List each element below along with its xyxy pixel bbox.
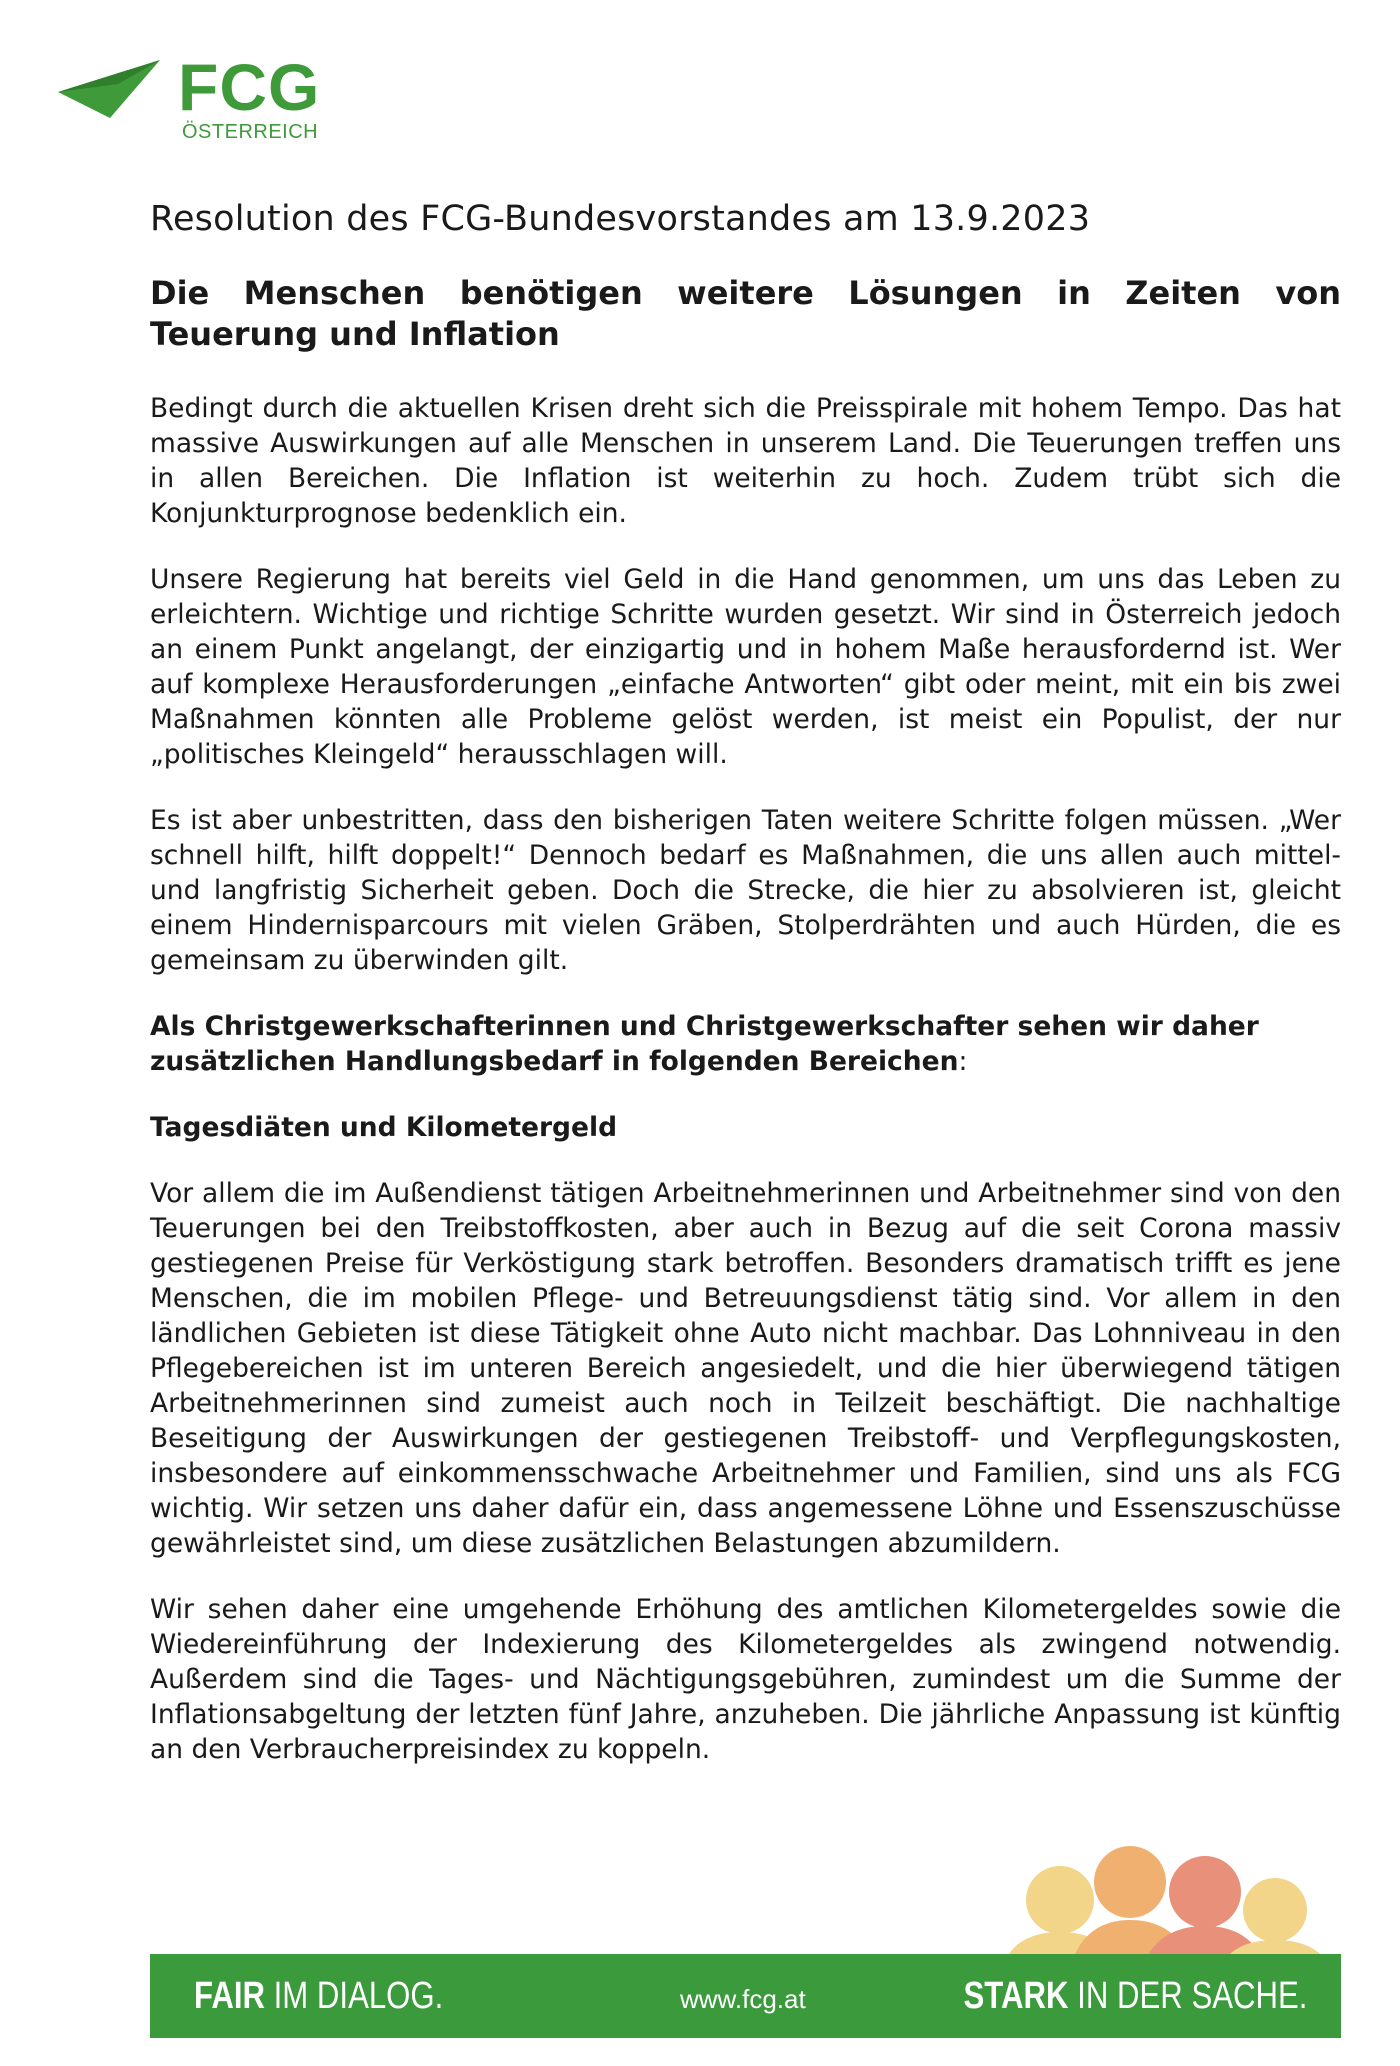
fcg-arrow-logo-icon — [58, 56, 168, 126]
paragraph-intro: Bedingt durch die aktuellen Krisen dreht sich die Preisspirale mit hohem Tempo. Das hat massive Auswirkungen auf alle Menschen in unserem Land. Die Teuerungen treffen uns in allen Bereichen. Die Inflation ist weiterhin zu hoch. Zudem trübt sich die Konjunkturprognose bedenklich ein. — [150, 393, 1341, 529]
footer-banner — [150, 1954, 1341, 2038]
paragraph-field-workers: Vor allem die im Außendienst tätigen Arbeitnehmerinnen und Arbeitnehmer sind von den Teuerungen bei den Treibstoffkosten, aber auch in Bezug auf die seit Corona massiv gestiegenen Preise für Verköstigung stark betroffen. Besonders dramatisch trifft es jene Menschen, die im mobilen Pflege- und Betreuungsdienst tätig sind. Vor allem in den ländlichen Gebieten ist diese Tätigkeit ohne Auto nicht machbar. Das Lohnniveau in den Pflegebereichen ist im unteren Bereich angesiedelt, und die hier überwiegend tätigen Arbeitnehmerinnen sind zumeist auch noch in Teilzeit beschäftigt. Die nachhaltige Beseitigung der Auswirkungen der gestiegenen Treibstoff- und Verpflegungskosten, insbesondere auf einkommensschwache Arbeitnehmer und Familien, sind uns als FCG wichtig. Wir setzen uns daher dafür ein, dass angemessene Löhne und Essenszuschüsse gewährleistet sind, um diese zusätzlichen Belastungen abzumildern. — [150, 1178, 1341, 1559]
lead-statement-colon: : — [958, 1046, 968, 1077]
footer-slogan-right-rest: IN DER SACHE. — [1068, 1975, 1307, 2017]
footer-slogan-left-rest: IM DIALOG. — [264, 1975, 444, 2017]
footer-slogan-right-bold: STARK — [963, 1975, 1069, 2017]
section-heading: Tagesdiäten und Kilometergeld — [150, 1112, 618, 1143]
main-heading: Die Menschen benötigen weitere Lösungen in Zeiten von Teuerung und Inflation — [150, 274, 1341, 353]
footer-slogan-left — [194, 1974, 443, 2018]
paragraph-next-steps: Es ist aber unbestritten, dass den bisherigen Taten weitere Schritte folgen müssen. „Wer schnell hilft, hilft doppelt!“ Dennoch bedarf es Maßnahmen, die uns allen auch mittel- und langfristig Sicherheit geben. Doch die Strecke, die hier zu absolvieren ist, gleicht einem Hindernisparcours mit vielen Gräben, Stolperdrähten und auch Hürden, die es gemeinsam zu überwinden gilt. — [150, 805, 1341, 976]
logo-wordmark: FCG — [178, 50, 321, 124]
paragraph-mileage: Wir sehen daher eine umgehende Erhöhung des amtlichen Kilometergeldes sowie die Wiedereinführung der Indexierung des Kilometergeldes als zwingend notwendig. Außerdem sind die Tages- und Nächtigungsgebühren, zumindest um die Summe der Inflationsabgeltung der letzten fünf Jahre, anzuheben. Die jährliche Anpassung ist künftig an den Verbraucherpreisindex zu koppeln. — [150, 1594, 1341, 1765]
lead-statement-text: Als Christgewerkschafterinnen und Christgewerkschafter sehen wir daher zusätzlichen Handlungsbedarf in folgenden Bereichen — [150, 1011, 1259, 1077]
document-body — [150, 198, 1341, 1798]
fcg-logo — [58, 50, 338, 148]
lead-statement — [150, 1009, 1341, 1079]
paragraph-government: Unsere Regierung hat bereits viel Geld in die Hand genommen, um uns das Leben zu erleichtern. Wichtige und richtige Schritte wurden gesetzt. Wir sind in Österreich jedoch an einem Punkt angelangt, der einzigartig und in hohem Maße herausfordernd ist. Wer auf komplexe Herausforderungen „einfache Antworten“ gibt oder meint, mit ein bis zwei Maßnahmen könnten alle Probleme gelöst werden, ist meist ein Populist, der nur „politisches Kleingeld“ herausschlagen will. — [150, 564, 1341, 770]
footer-slogan-left-bold: FAIR — [194, 1975, 265, 2017]
resolution-title: Resolution des FCG-Bundesvorstandes am 13.9.2023 — [150, 199, 1091, 239]
footer-website-link[interactable]: www.fcg.at — [680, 1984, 806, 2014]
footer-slogan-right — [963, 1974, 1307, 2018]
logo-subtitle: ÖSTERREICH — [182, 121, 319, 143]
